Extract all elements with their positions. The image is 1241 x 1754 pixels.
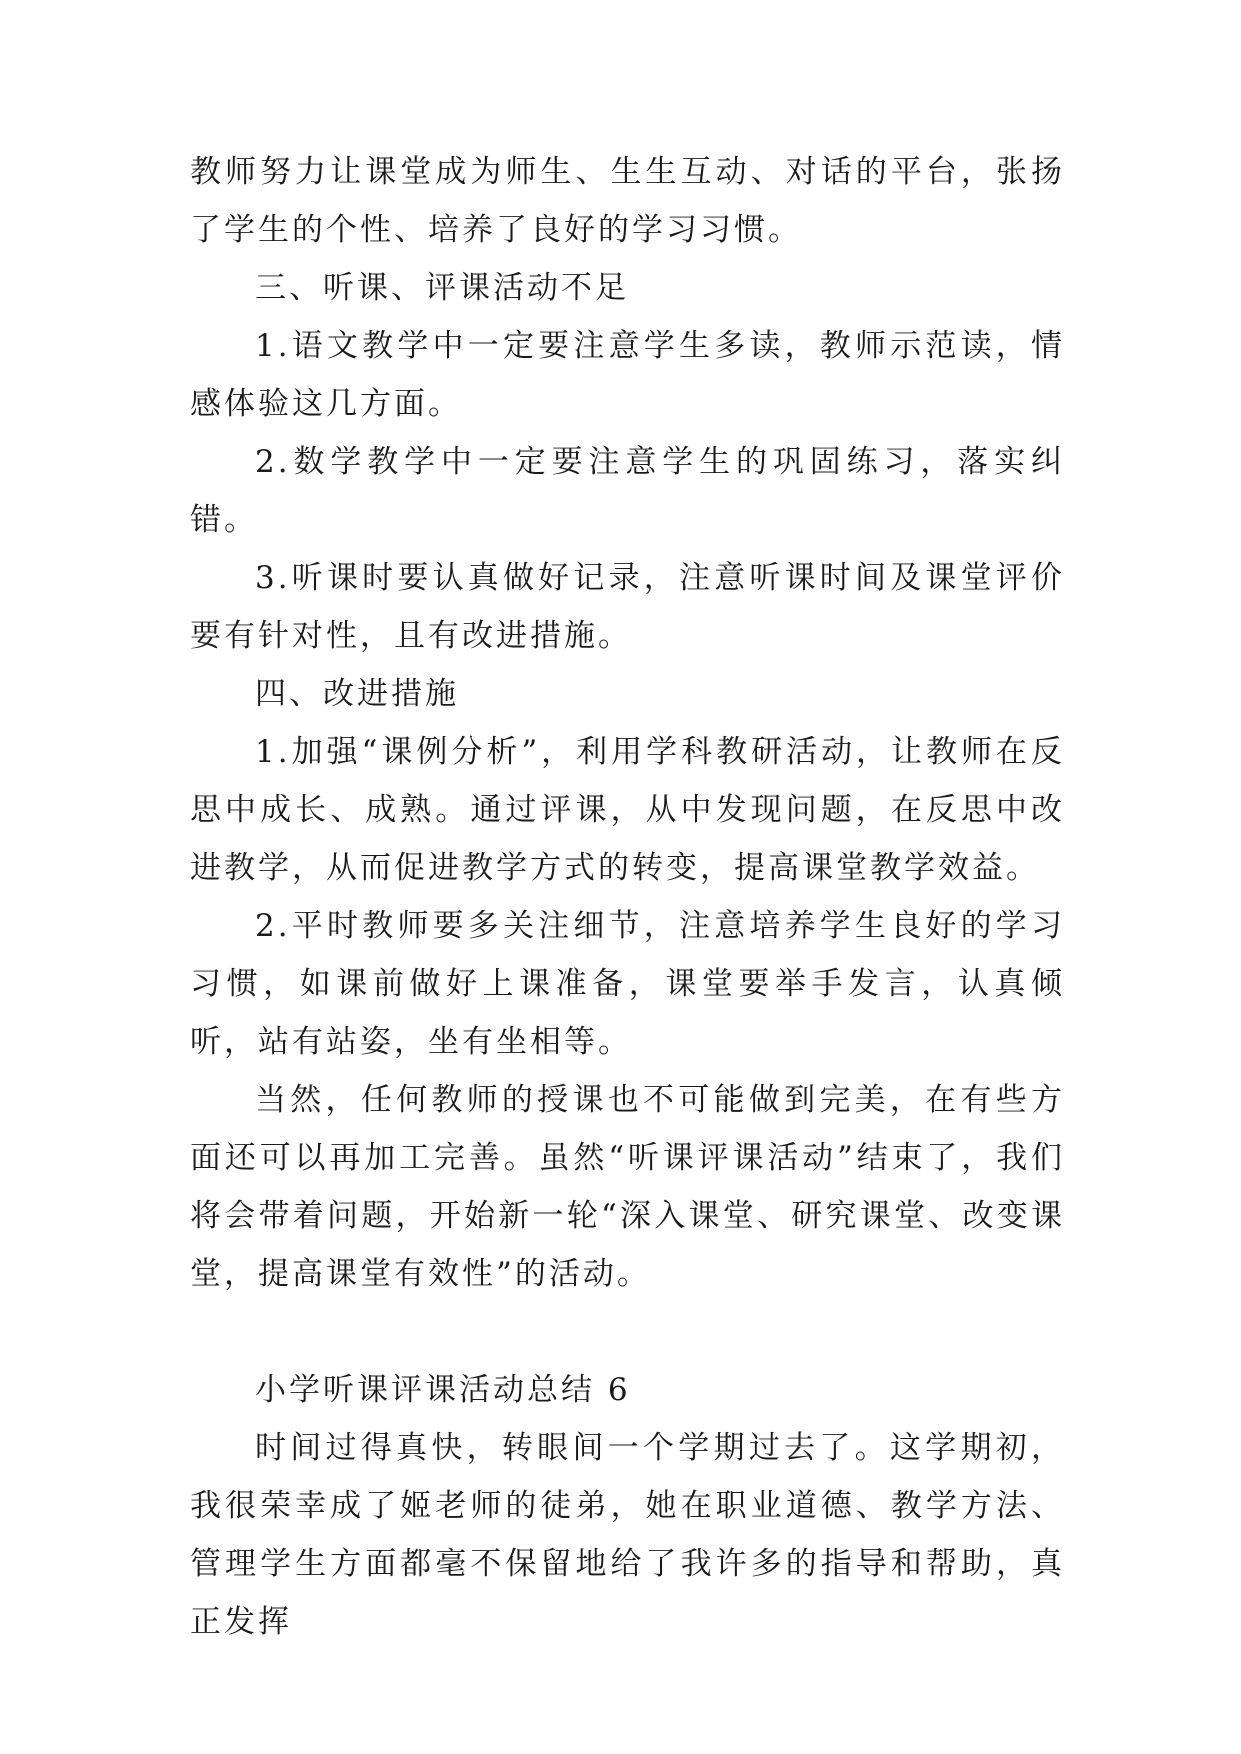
paragraph-chinese-teaching: 1.语文教学中一定要注意学生多读，教师示范读，情感体验这几方面。 <box>190 328 1065 422</box>
paragraph-case-analysis: 1.加强“课例分析”，利用学科教研活动，让教师在反思中成长、成熟。通过评课，从中发现问题，在反思中改进教学，从而促进教学方式的转变，提高课堂教学效益。 <box>190 734 1065 886</box>
paragraph-continuation: 教师努力让课堂成为师生、生生互动、对话的平台，张扬了学生的个性、培养了良好的学习习惯。 <box>190 154 1065 248</box>
paragraph-math-teaching: 2.数学教学中一定要注意学生的巩固练习，落实纠错。 <box>190 444 1065 538</box>
section-title-summary-6: 小学听课评课活动总结 6 <box>255 1372 631 1408</box>
paragraph-observation-notes: 3.听课时要认真做好记录，注意听课时间及课堂评价要有针对性，且有改进措施。 <box>190 560 1065 654</box>
paragraph-summary-6-intro: 时间过得真快，转眼间一个学期过去了。这学期初，我很荣幸成了姬老师的徒弟，她在职业道德、教学方法、管理学生方面都毫不保留地给了我许多的指导和帮助，真正发挥 <box>190 1430 1065 1640</box>
document-body <box>190 143 1065 1651</box>
paragraph-gap <box>190 1303 1065 1361</box>
section-heading-shortcomings: 三、听课、评课活动不足 <box>255 270 629 306</box>
paragraph-conclusion: 当然，任何教师的授课也不可能做到完美，在有些方面还可以再加工完善。虽然“听课评课活动”结束了，我们将会带着问题，开始新一轮“深入课堂、研究课堂、改变课堂，提高课堂有效性”的活动。 <box>190 1082 1065 1292</box>
paragraph-details-habits: 2.平时教师要多关注细节，注意培养学生良好的学习习惯，如课前做好上课准备，课堂要举手发言，认真倾听，站有站姿，坐有坐相等。 <box>190 908 1065 1060</box>
section-heading-improvements: 四、改进措施 <box>255 676 459 712</box>
